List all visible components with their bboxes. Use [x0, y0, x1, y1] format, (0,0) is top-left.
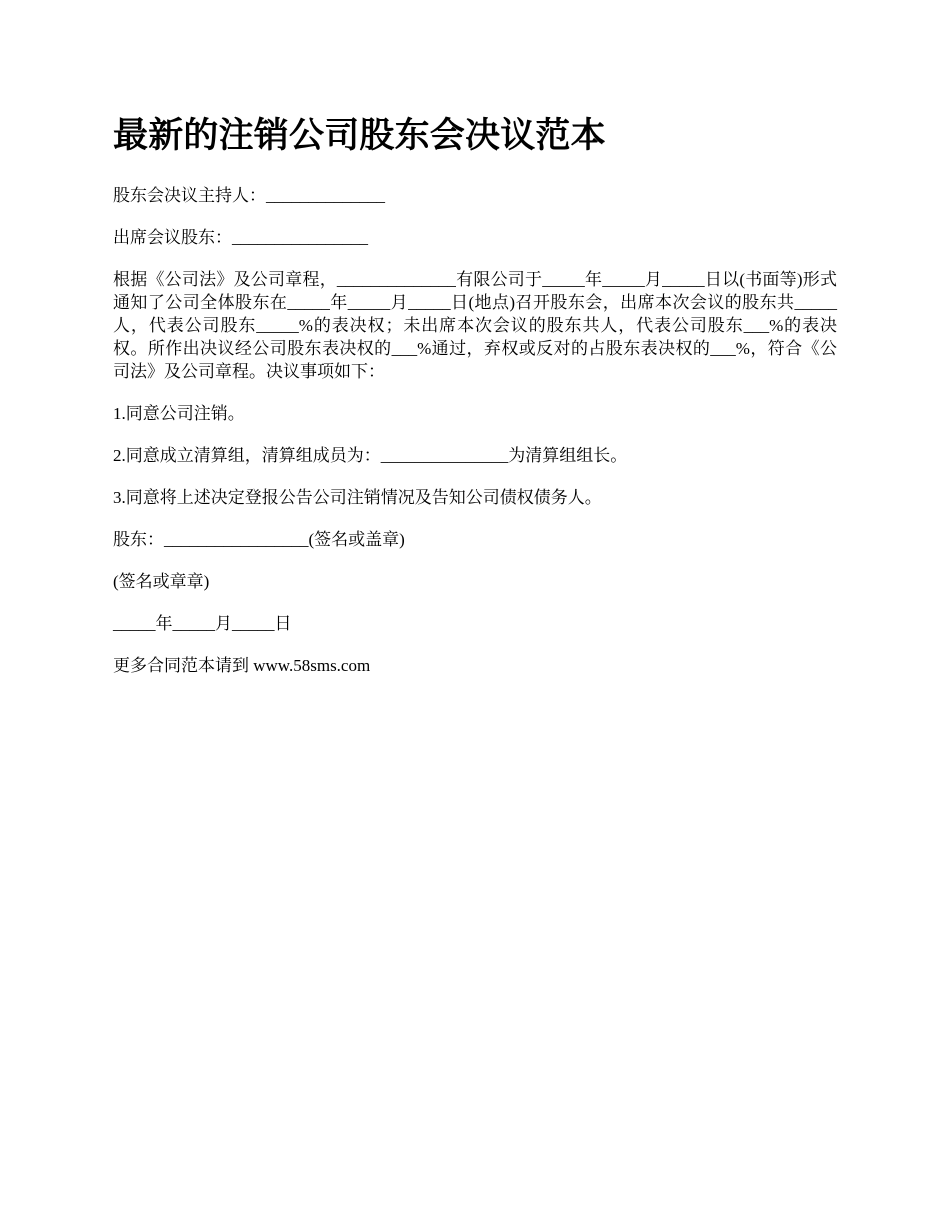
date-line: _____年_____月_____日: [113, 614, 292, 633]
document-title: 最新的注销公司股东会决议范本: [113, 116, 606, 155]
body-paragraph: 根据《公司法》及公司章程，______________有限公司于_____年_____月_____日以(书面等)形式通知了公司全体股东在_____年_____月_____日(地点)召开股东会，出席本次会议的股东共_____人，代表公司股东_____%的表决权；未出席本次会议的股东共人，代表公司股东___%的表决权。所作出决议经公司股东表决权的___%通过，弃权或反对的占股东表决权的___%，符合《公司法》及公司章程。决议事项如下：: [113, 270, 837, 381]
seal-note: (签名或章章): [113, 572, 210, 591]
document-page: [113, 112, 837, 696]
attendees-line: 出席会议股东：________________: [113, 228, 368, 247]
resolution-item-3: 3.同意将上述决定登报公告公司注销情况及告知公司债权债务人。: [113, 488, 602, 507]
resolution-item-1: 1.同意公司注销。: [113, 404, 245, 423]
resolution-item-2: 2.同意成立清算组，清算组成员为：_______________为清算组组长。: [113, 446, 628, 465]
footer-note: 更多合同范本请到 www.58sms.com: [113, 656, 371, 675]
shareholder-signature-line: 股东：_________________(签名或盖章): [113, 530, 405, 549]
host-line: 股东会决议主持人：______________: [113, 186, 385, 205]
